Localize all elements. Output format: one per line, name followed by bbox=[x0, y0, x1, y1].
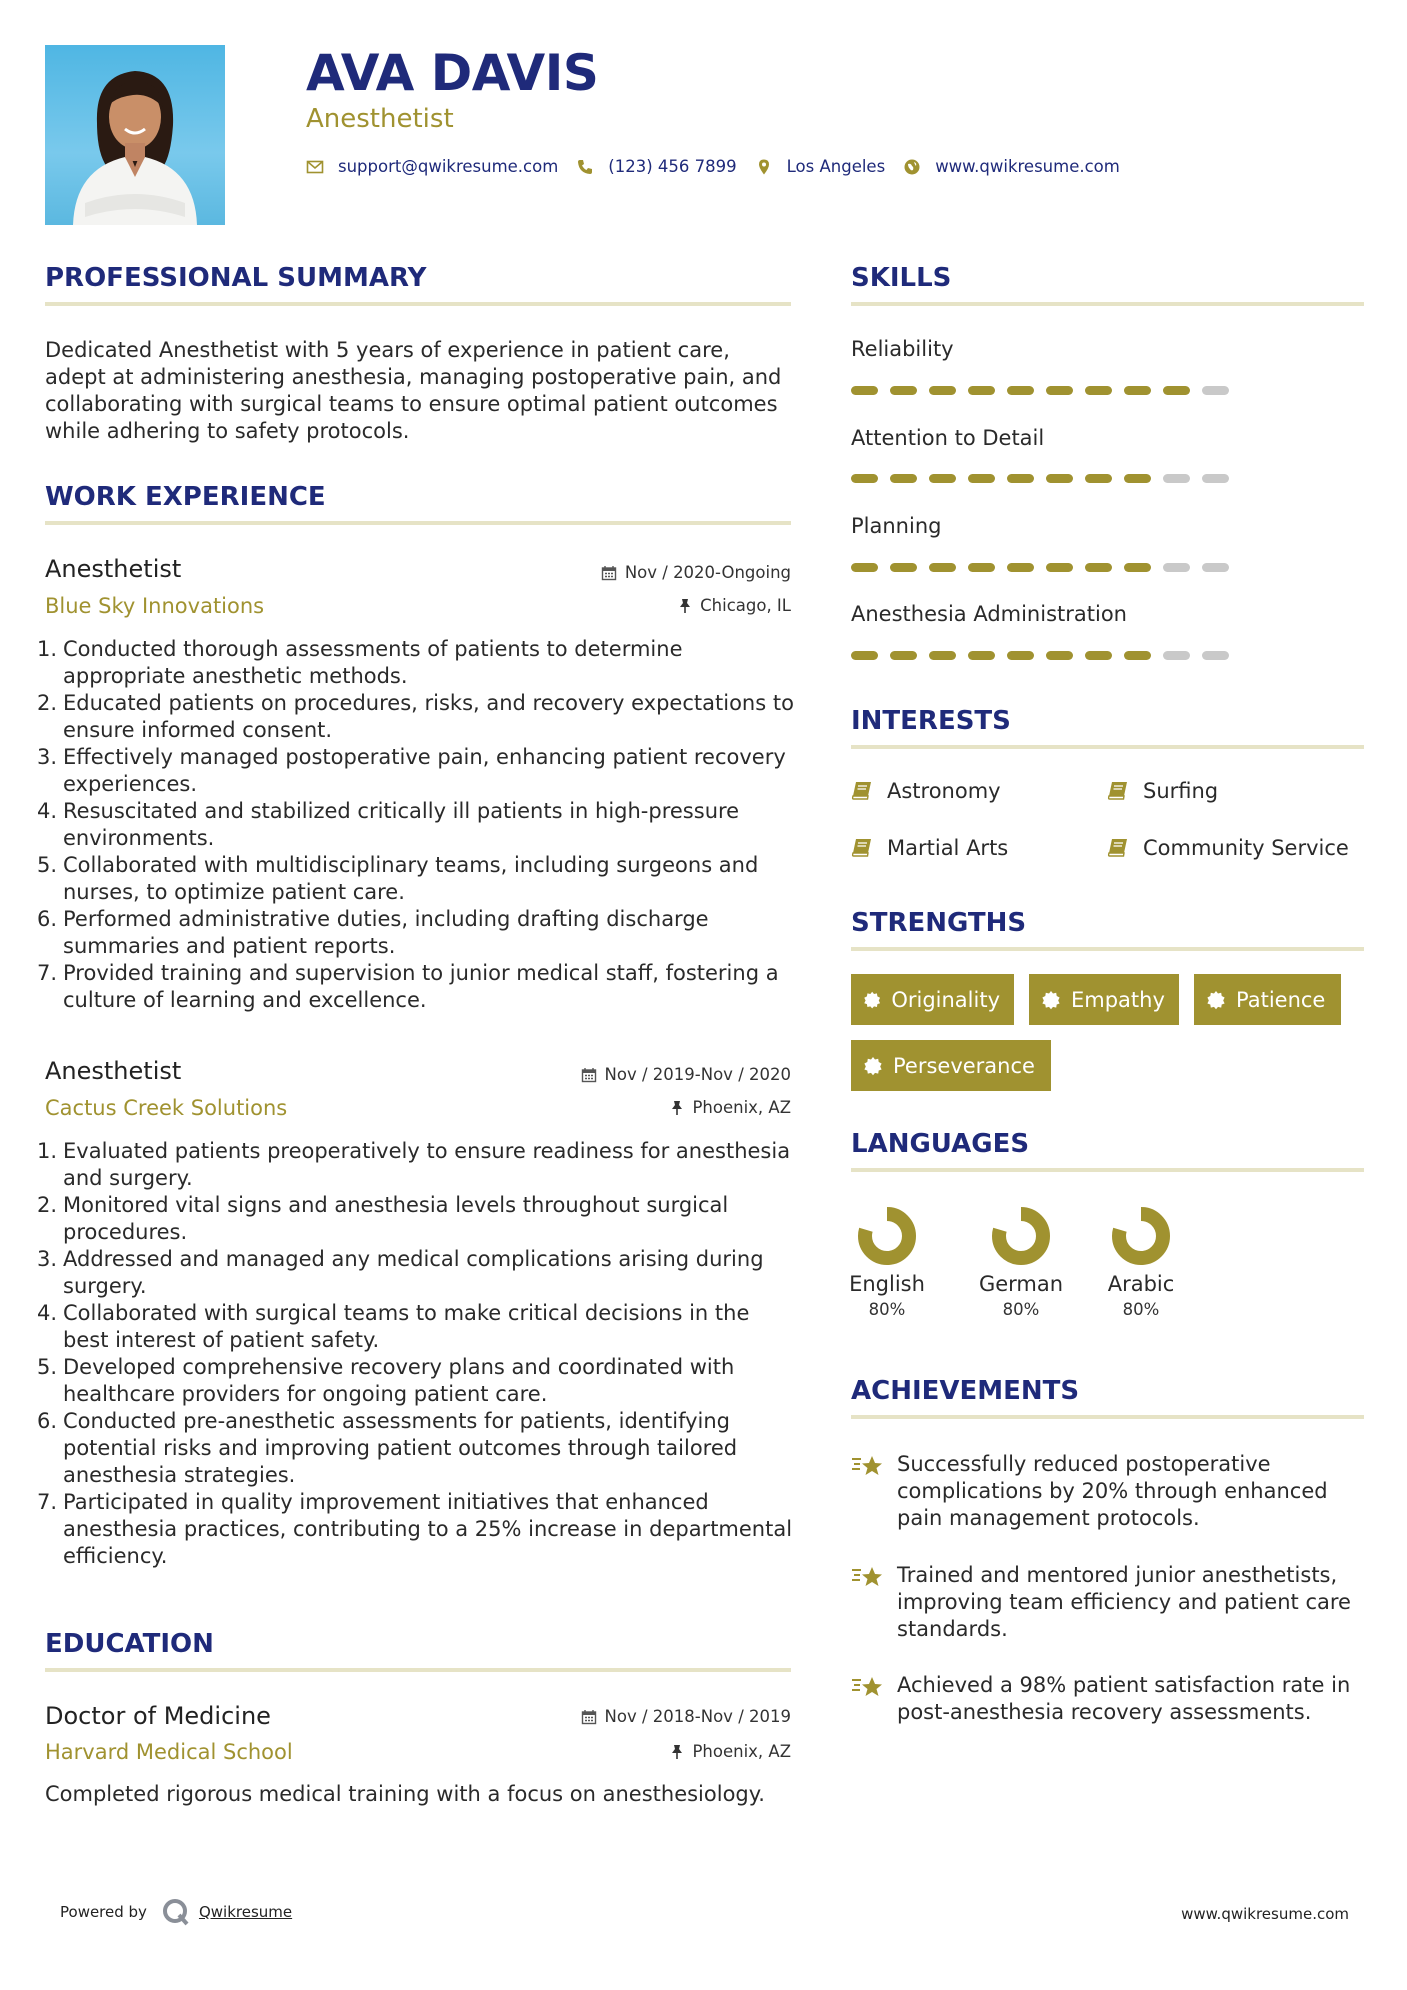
powered-by-label: Powered by bbox=[60, 1903, 147, 1921]
language-ring bbox=[1109, 1204, 1173, 1268]
skill-segment-filled bbox=[1007, 386, 1034, 395]
skill-segment-filled bbox=[851, 474, 878, 483]
qwikresume-logo-icon bbox=[161, 1897, 191, 1927]
calendar-icon bbox=[581, 1067, 597, 1083]
list-item: 2. Educated patients on procedures, risks, and recovery expectations to ensure informed consent. bbox=[37, 691, 794, 742]
interests-divider bbox=[851, 745, 1364, 749]
badge-seal-icon bbox=[863, 1056, 883, 1076]
summary-text: Dedicated Anesthetist with 5 years of experience in patient care, adept at administering anesthesia, managing postoperative pain, and collaborating with surgical teams to ensure optimal patient outcomes while adhering to safety protocols. bbox=[45, 338, 782, 443]
contact-bar bbox=[306, 157, 1138, 176]
languages-divider bbox=[851, 1168, 1364, 1172]
list-item: 5. Collaborated with multidisciplinary teams, including surgeons and nurses, to optimize patient care. bbox=[37, 853, 759, 904]
skill-segment-filled bbox=[890, 386, 917, 395]
skill-segment-filled bbox=[1085, 474, 1112, 483]
school-name: Harvard Medical School bbox=[45, 1740, 293, 1764]
list-item: 3. Effectively managed postoperative pain, enhancing patient recovery experiences. bbox=[37, 745, 786, 796]
footer-website[interactable]: www.qwikresume.com bbox=[1181, 1905, 1349, 1923]
list-item: 4. Collaborated with surgical teams to make critical decisions in the best interest of patient safety. bbox=[37, 1301, 750, 1352]
book-icon bbox=[851, 781, 873, 801]
skill-segment-filled bbox=[890, 474, 917, 483]
skills-heading: SKILLS bbox=[851, 263, 952, 293]
contact-email[interactable]: support@qwikresume.com bbox=[338, 157, 559, 176]
job-dates-text: Nov / 2019-Nov / 2020 bbox=[604, 1065, 791, 1084]
list-item: 3. Addressed and managed any medical complications arising during surgery. bbox=[37, 1247, 764, 1298]
job-location bbox=[678, 596, 791, 615]
skill-segment-empty bbox=[1202, 386, 1229, 395]
skill-segment-filled bbox=[968, 386, 995, 395]
strengths-divider bbox=[851, 947, 1364, 951]
job-location-text: Chicago, IL bbox=[700, 596, 791, 615]
job-bullets bbox=[37, 1138, 795, 1570]
list-item: 5. Developed comprehensive recovery plans and coordinated with healthcare providers for ongoing patient care. bbox=[37, 1355, 735, 1406]
interest-item: Surfing bbox=[1107, 779, 1218, 803]
list-item: 1. Conducted thorough assessments of patients to determine appropriate anesthetic methods. bbox=[37, 637, 683, 688]
skill-segment-empty bbox=[1202, 563, 1229, 572]
profile-photo bbox=[45, 45, 225, 225]
skill-segment-empty bbox=[1202, 651, 1229, 660]
language-name: German bbox=[978, 1272, 1064, 1296]
pushpin-icon bbox=[670, 1100, 684, 1116]
list-item: 1. Evaluated patients preoperatively to ensure readiness for anesthesia and surgery. bbox=[37, 1139, 791, 1190]
skill-segment-filled bbox=[1085, 651, 1112, 660]
contact-website[interactable]: www.qwikresume.com bbox=[935, 157, 1120, 176]
strength-badge: Empathy bbox=[1029, 974, 1179, 1025]
globe-icon bbox=[903, 158, 921, 176]
skill-segment-filled bbox=[1124, 651, 1151, 660]
skill-segment-filled bbox=[851, 651, 878, 660]
list-item: 6. Conducted pre-anesthetic assessments for patients, identifying potential risks and improving patient outcomes through tailored anesthesia strategies. bbox=[37, 1409, 738, 1487]
education-heading: EDUCATION bbox=[45, 1629, 214, 1659]
skill-segment-filled bbox=[1085, 386, 1112, 395]
education-location bbox=[670, 1742, 791, 1761]
language-item bbox=[837, 1204, 937, 1319]
skill-segment-filled bbox=[1124, 386, 1151, 395]
contact-phone[interactable]: (123) 456 7899 bbox=[608, 157, 737, 176]
strength-badge: Patience bbox=[1194, 974, 1341, 1025]
skill-segment-filled bbox=[1085, 563, 1112, 572]
skill-name: Planning bbox=[851, 514, 942, 538]
education-divider bbox=[45, 1668, 791, 1672]
skill-segment-filled bbox=[1007, 563, 1034, 572]
language-name: English bbox=[849, 1272, 925, 1296]
language-percent: 80% bbox=[1002, 1300, 1040, 1319]
skill-segment-empty bbox=[1163, 563, 1190, 572]
list-item: 6. Performed administrative duties, including drafting discharge summaries and patient reports. bbox=[37, 907, 709, 958]
skill-name: Attention to Detail bbox=[851, 426, 1045, 450]
strength-badge: Perseverance bbox=[851, 1040, 1051, 1091]
experience-divider bbox=[45, 521, 791, 525]
candidate-title: Anesthetist bbox=[306, 104, 454, 134]
job-bullets bbox=[37, 636, 795, 1014]
skill-segment-empty bbox=[1163, 474, 1190, 483]
envelope-icon bbox=[306, 158, 324, 176]
phone-icon bbox=[576, 158, 594, 176]
job-dates bbox=[601, 563, 791, 582]
list-item: 7. Provided training and supervision to junior medical staff, fostering a culture of learning and excellence. bbox=[37, 961, 779, 1012]
calendar-icon bbox=[581, 1709, 597, 1725]
achievement-item: Achieved a 98% patient satisfaction rate in post-anesthesia recovery assessments. bbox=[851, 1672, 1371, 1726]
shooting-star-icon bbox=[851, 1453, 885, 1481]
skills-divider bbox=[851, 302, 1364, 306]
company-name: Cactus Creek Solutions bbox=[45, 1096, 288, 1120]
achievement-item: Successfully reduced postoperative complications by 20% through enhanced pain management protocols. bbox=[851, 1451, 1371, 1532]
language-percent: 80% bbox=[868, 1300, 906, 1319]
job-dates bbox=[581, 1065, 791, 1084]
skill-segment-empty bbox=[1163, 651, 1190, 660]
education-dates-text: Nov / 2018-Nov / 2019 bbox=[604, 1707, 791, 1726]
skill-segment-filled bbox=[1124, 474, 1151, 483]
pushpin-icon bbox=[670, 1744, 684, 1760]
location-pin-icon bbox=[755, 158, 773, 176]
badge-seal-icon bbox=[1206, 990, 1226, 1010]
skill-segment-filled bbox=[1046, 563, 1073, 572]
pushpin-icon bbox=[678, 598, 692, 614]
qwikresume-link[interactable]: Qwikresume bbox=[198, 1903, 293, 1921]
language-item bbox=[971, 1204, 1071, 1319]
badge-seal-icon bbox=[1041, 990, 1061, 1010]
contact-location: Los Angeles bbox=[786, 157, 886, 176]
job-title: Anesthetist bbox=[45, 555, 182, 583]
interest-item: Community Service bbox=[1107, 836, 1349, 860]
skill-rating-bar bbox=[851, 386, 1241, 395]
skill-segment-filled bbox=[1007, 474, 1034, 483]
language-ring bbox=[855, 1204, 919, 1268]
skill-segment-filled bbox=[968, 474, 995, 483]
list-item: 7. Participated in quality improvement initiatives that enhanced anesthesia practices, contributing to a 25% increase in departmental efficiency. bbox=[37, 1490, 793, 1568]
interest-item: Martial Arts bbox=[851, 836, 1008, 860]
skill-segment-filled bbox=[968, 563, 995, 572]
shooting-star-icon bbox=[851, 1674, 885, 1702]
strength-badge: Originality bbox=[851, 974, 1014, 1025]
footer-powered-by bbox=[60, 1897, 292, 1927]
skill-segment-filled bbox=[1163, 386, 1190, 395]
skill-segment-filled bbox=[1046, 386, 1073, 395]
strengths-heading: STRENGTHS bbox=[851, 908, 1027, 938]
language-item bbox=[1091, 1204, 1191, 1319]
company-name: Blue Sky Innovations bbox=[45, 594, 265, 618]
skill-rating-bar bbox=[851, 651, 1241, 660]
skill-segment-filled bbox=[1046, 474, 1073, 483]
book-icon bbox=[1107, 838, 1129, 858]
skill-segment-filled bbox=[851, 563, 878, 572]
candidate-name: AVA DAVIS bbox=[306, 44, 599, 102]
badge-seal-icon bbox=[863, 990, 881, 1010]
calendar-icon bbox=[601, 565, 617, 581]
skill-rating-bar bbox=[851, 474, 1241, 483]
skill-segment-filled bbox=[929, 386, 956, 395]
skill-segment-empty bbox=[1202, 474, 1229, 483]
achievements-heading: ACHIEVEMENTS bbox=[851, 1376, 1080, 1406]
job-location bbox=[670, 1098, 791, 1117]
skill-segment-filled bbox=[1046, 651, 1073, 660]
language-name: Arabic bbox=[1107, 1272, 1175, 1296]
achievement-item: Trained and mentored junior anesthetists, improving team efficiency and patient care standards. bbox=[851, 1562, 1371, 1643]
education-location-text: Phoenix, AZ bbox=[692, 1742, 791, 1761]
list-item: 2. Monitored vital signs and anesthesia levels throughout surgical procedures. bbox=[37, 1193, 729, 1244]
skill-segment-filled bbox=[890, 651, 917, 660]
education-dates bbox=[581, 1707, 791, 1726]
education-description: Completed rigorous medical training with a focus on anesthesiology. bbox=[45, 1782, 765, 1806]
job-dates-text: Nov / 2020-Ongoing bbox=[624, 563, 791, 582]
skill-segment-filled bbox=[1124, 563, 1151, 572]
degree-title: Doctor of Medicine bbox=[45, 1702, 271, 1730]
summary-heading: PROFESSIONAL SUMMARY bbox=[45, 263, 427, 293]
skill-name: Reliability bbox=[851, 337, 954, 361]
interest-item: Astronomy bbox=[851, 779, 1001, 803]
skill-rating-bar bbox=[851, 563, 1241, 572]
skill-segment-filled bbox=[929, 563, 956, 572]
skill-segment-filled bbox=[929, 651, 956, 660]
shooting-star-icon bbox=[851, 1564, 885, 1592]
job-title: Anesthetist bbox=[45, 1057, 182, 1085]
languages-heading: LANGUAGES bbox=[851, 1129, 1030, 1159]
book-icon bbox=[1107, 781, 1129, 801]
skill-segment-filled bbox=[851, 386, 878, 395]
experience-heading: WORK EXPERIENCE bbox=[45, 482, 326, 512]
job-location-text: Phoenix, AZ bbox=[692, 1098, 791, 1117]
summary-divider bbox=[45, 302, 791, 306]
achievements-divider bbox=[851, 1415, 1364, 1419]
language-ring bbox=[989, 1204, 1053, 1268]
language-percent: 80% bbox=[1122, 1300, 1160, 1319]
skill-segment-filled bbox=[929, 474, 956, 483]
skill-segment-filled bbox=[968, 651, 995, 660]
list-item: 4. Resuscitated and stabilized critically ill patients in high-pressure environments. bbox=[37, 799, 740, 850]
skill-segment-filled bbox=[1007, 651, 1034, 660]
skill-name: Anesthesia Administration bbox=[851, 602, 1127, 626]
interests-heading: INTERESTS bbox=[851, 706, 1011, 736]
book-icon bbox=[851, 838, 873, 858]
skill-segment-filled bbox=[890, 563, 917, 572]
